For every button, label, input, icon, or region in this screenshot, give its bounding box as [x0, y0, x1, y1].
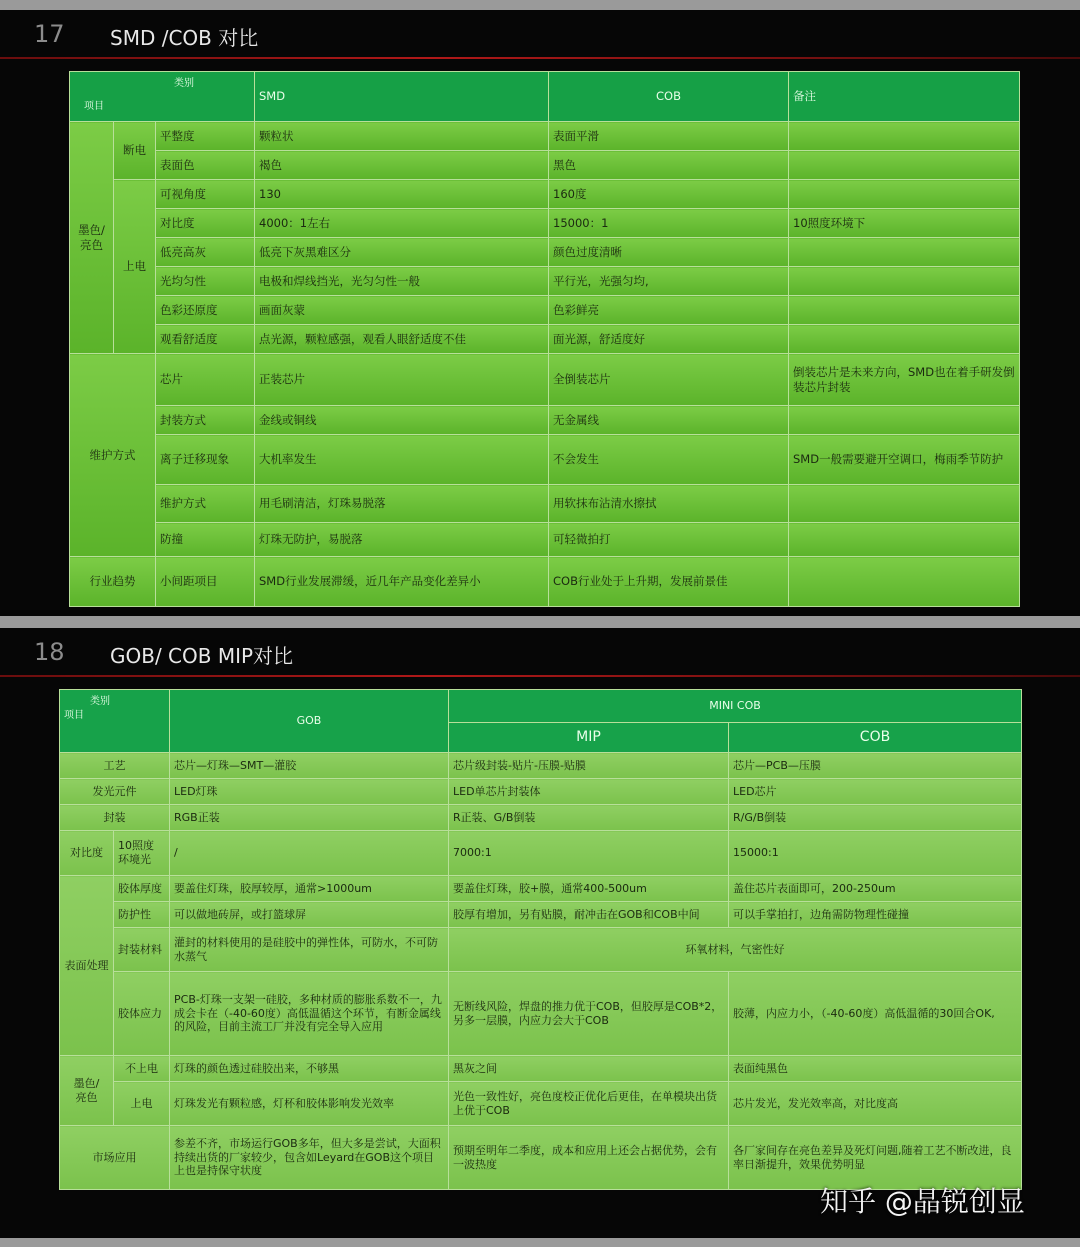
- col-mip: MIP: [449, 723, 729, 753]
- row-mip: 黑灰之间: [449, 1056, 729, 1082]
- row-item: 低亮高灰: [156, 238, 255, 267]
- row-smd: 正装芯片: [255, 354, 549, 406]
- corner-cell: [70, 72, 255, 122]
- table-row: [60, 876, 1022, 902]
- table-row: [70, 180, 1020, 209]
- table-row: [60, 779, 1022, 805]
- row-cob: 15000：1: [549, 209, 789, 238]
- table-row: [70, 151, 1020, 180]
- row-note: SMD一般需要避开空调口，梅雨季节防护: [789, 435, 1020, 485]
- col-gob: GOB: [170, 690, 449, 753]
- table-row: [60, 753, 1022, 779]
- row-cob: 不会发生: [549, 435, 789, 485]
- row-gob: 参差不齐，市场运行GOB多年，但大多是尝试，大面积持续出货的厂家较少，包含如Leyard在GOB这个项目上也是持保守状度: [170, 1126, 449, 1190]
- table-row: [70, 406, 1020, 435]
- table-row: [70, 485, 1020, 523]
- row-mip: 预期至明年二季度，成本和应用上还会占据优势，会有一波热度: [449, 1126, 729, 1190]
- row-gob: 灯珠发光有颗粒感，灯杯和胶体影响发光效率: [170, 1082, 449, 1126]
- col-mini-cob: MINI COB: [449, 690, 1022, 723]
- gob-cob-mip-table: [59, 689, 1022, 1190]
- row-cob: 颜色过度清晰: [549, 238, 789, 267]
- col-note: 备注: [789, 72, 1020, 122]
- row-cob: 平行光，光强匀均,: [549, 267, 789, 296]
- row-label: 发光元件: [60, 779, 170, 805]
- table-row: [70, 238, 1020, 267]
- row-sublabel: 10照度 环境光: [114, 831, 170, 876]
- slide-header: [0, 10, 1080, 60]
- row-smd: 颗粒状: [255, 122, 549, 151]
- col-cob: COB: [549, 72, 789, 122]
- group-maintenance: 维护方式: [70, 354, 156, 557]
- row-note: [789, 122, 1020, 151]
- row-cob: 用软抹布沾清水擦拭: [549, 485, 789, 523]
- row-cob: 无金属线: [549, 406, 789, 435]
- row-cob: 盖住芯片表面即可，200-250um: [729, 876, 1022, 902]
- row-note: 10照度环境下: [789, 209, 1020, 238]
- row-cob: 可以手掌拍打，边角需防物理性碰撞: [729, 902, 1022, 928]
- row-gob: PCB-灯珠一支架一硅胶，多种材质的膨胀系数不一，九成会卡在（-40-60度）高低温循这个环节，有断金属线的风险，目前主流工厂并没有完全导入应用: [170, 972, 449, 1056]
- row-smd: 金线或铜线: [255, 406, 549, 435]
- row-note: [789, 406, 1020, 435]
- row-gob: RGB正装: [170, 805, 449, 831]
- table-row: [60, 831, 1022, 876]
- table-row: [60, 1082, 1022, 1126]
- sub-power-off: 断电: [114, 122, 156, 180]
- category-label: 类别: [90, 696, 110, 707]
- row-note: [789, 238, 1020, 267]
- table-row: [70, 122, 1020, 151]
- table-row: [70, 296, 1020, 325]
- col-smd: SMD: [255, 72, 549, 122]
- slide-number: 17: [34, 20, 65, 48]
- row-item: 光均匀性: [156, 267, 255, 296]
- item-label: 项目: [64, 710, 84, 721]
- row-cob: 各厂家间存在亮色差异及死灯问题,随着工艺不断改进，良率日渐提升，效果优势明显: [729, 1126, 1022, 1190]
- row-mip: R正装、G/B倒装: [449, 805, 729, 831]
- row-item: 色彩还原度: [156, 296, 255, 325]
- row-label: 不上电: [114, 1056, 170, 1082]
- row-gob: 灯珠的颜色透过硅胶出来，不够黑: [170, 1056, 449, 1082]
- row-label: 工艺: [60, 753, 170, 779]
- row-cob: 表面纯黑色: [729, 1056, 1022, 1082]
- row-label: 对比度: [60, 831, 114, 876]
- row-note: [789, 485, 1020, 523]
- table-row: [60, 805, 1022, 831]
- row-cob: 芯片—PCB—压膜: [729, 753, 1022, 779]
- row-cob: 可轻微拍打: [549, 523, 789, 557]
- row-note: [789, 325, 1020, 354]
- row-cob: 黑色: [549, 151, 789, 180]
- table-row: [70, 267, 1020, 296]
- slide-17: [0, 10, 1080, 616]
- row-gob: 灌封的材料使用的是硅胶中的弹性体，可防水，不可防水蒸气: [170, 928, 449, 972]
- row-mip: 芯片级封装-贴片-压膜-贴膜: [449, 753, 729, 779]
- group-surface: 表面处理: [60, 876, 114, 1056]
- watermark: 知乎 @晶锐创显: [820, 1185, 1025, 1218]
- row-item: 封装方式: [156, 406, 255, 435]
- table-row: [70, 523, 1020, 557]
- row-item: 防撞: [156, 523, 255, 557]
- row-item: 观看舒适度: [156, 325, 255, 354]
- row-note: [789, 267, 1020, 296]
- row-label: 封装材料: [114, 928, 170, 972]
- row-cob: 表面平滑: [549, 122, 789, 151]
- row-smd: 电极和焊线挡光，光匀匀性一般: [255, 267, 549, 296]
- row-item: 芯片: [156, 354, 255, 406]
- sub-power-on: 上电: [114, 180, 156, 354]
- header-divider: [0, 57, 1080, 59]
- row-item: 可视角度: [156, 180, 255, 209]
- header-divider: [0, 675, 1080, 677]
- row-note: [789, 151, 1020, 180]
- row-mip: 7000:1: [449, 831, 729, 876]
- smd-cob-table: [69, 71, 1020, 607]
- row-mip: 无断线风险，焊盘的推力优于COB，但胶厚是COB*2，另多一层膜，内应力会大于COB: [449, 972, 729, 1056]
- row-note: 倒装芯片是未来方向，SMD也在着手研发倒装芯片封装: [789, 354, 1020, 406]
- table-row: [70, 354, 1020, 406]
- row-cob: COB行业处于上升期，发展前景佳: [549, 557, 789, 607]
- row-smd: SMD行业发展滞缓，近几年产品变化差异小: [255, 557, 549, 607]
- slide-title: GOB/ COB MIP对比: [110, 644, 294, 668]
- row-item: 离子迁移现象: [156, 435, 255, 485]
- row-mip: LED单芯片封装体: [449, 779, 729, 805]
- row-item: 表面色: [156, 151, 255, 180]
- row-gob: /: [170, 831, 449, 876]
- row-cob: 芯片发光，发光效率高，对比度高: [729, 1082, 1022, 1126]
- group-color: 墨色/ 亮色: [70, 122, 114, 354]
- table-row: [70, 209, 1020, 238]
- row-cob: 全倒装芯片: [549, 354, 789, 406]
- row-item: 平整度: [156, 122, 255, 151]
- row-gob: LED灯珠: [170, 779, 449, 805]
- row-label: 胶体应力: [114, 972, 170, 1056]
- row-note: [789, 523, 1020, 557]
- row-smd: 130: [255, 180, 549, 209]
- corner-cell: [60, 690, 170, 753]
- row-cob: 15000:1: [729, 831, 1022, 876]
- row-mip: 胶厚有增加，另有贴膜，耐冲击在GOB和COB中间: [449, 902, 729, 928]
- slide-header: [0, 628, 1080, 678]
- row-note: [789, 180, 1020, 209]
- row-label: 胶体厚度: [114, 876, 170, 902]
- row-cob: 160度: [549, 180, 789, 209]
- category-label: 类别: [174, 78, 194, 89]
- row-gob: 芯片—灯珠—SMT—灌胶: [170, 753, 449, 779]
- row-gob: 要盖住灯珠，胶厚较厚，通常>1000um: [170, 876, 449, 902]
- row-item: 维护方式: [156, 485, 255, 523]
- row-mini-cob-merged: 环氧材料，气密性好: [449, 928, 1022, 972]
- row-label: 封装: [60, 805, 170, 831]
- table-header-row: [70, 72, 1020, 122]
- table-row: [60, 1056, 1022, 1082]
- row-item: 对比度: [156, 209, 255, 238]
- row-smd: 用毛刷清洁，灯珠易脱落: [255, 485, 549, 523]
- row-item: 小间距项目: [156, 557, 255, 607]
- row-note: [789, 557, 1020, 607]
- table-row: [60, 928, 1022, 972]
- row-smd: 褐色: [255, 151, 549, 180]
- group-trend: 行业趋势: [70, 557, 156, 607]
- row-cob: R/G/B倒装: [729, 805, 1022, 831]
- table-row: [60, 902, 1022, 928]
- row-cob: 色彩鲜亮: [549, 296, 789, 325]
- table-row: [60, 972, 1022, 1056]
- group-color: 墨色/ 亮色: [60, 1056, 114, 1126]
- slide-18: [0, 628, 1080, 1238]
- row-label: 市场应用: [60, 1126, 170, 1190]
- row-smd: 灯珠无防护，易脱落: [255, 523, 549, 557]
- row-smd: 4000：1左右: [255, 209, 549, 238]
- col-cob: COB: [729, 723, 1022, 753]
- slide-title: SMD /COB 对比: [110, 26, 259, 50]
- row-cob: LED芯片: [729, 779, 1022, 805]
- row-note: [789, 296, 1020, 325]
- row-gob: 可以做地砖屏，或打篮球屏: [170, 902, 449, 928]
- row-smd: 画面灰蒙: [255, 296, 549, 325]
- row-label: 上电: [114, 1082, 170, 1126]
- row-smd: 大机率发生: [255, 435, 549, 485]
- row-mip: 要盖住灯珠，胶+膜，通常400-500um: [449, 876, 729, 902]
- row-smd: 低亮下灰黑难区分: [255, 238, 549, 267]
- item-label: 项目: [84, 100, 104, 112]
- row-mip: 光色一致性好，亮色度校正优化后更佳，在单模块出货上优于COB: [449, 1082, 729, 1126]
- table-row: [70, 435, 1020, 485]
- row-cob: 胶薄，内应力小，（-40-60度）高低温循的30回合OK,: [729, 972, 1022, 1056]
- table-header-row: [60, 690, 1022, 723]
- slide-number: 18: [34, 638, 65, 666]
- row-cob: 面光源，舒适度好: [549, 325, 789, 354]
- table-row: [70, 557, 1020, 607]
- table-row: [70, 325, 1020, 354]
- row-label: 防护性: [114, 902, 170, 928]
- row-smd: 点光源，颗粒感强，观看人眼舒适度不佳: [255, 325, 549, 354]
